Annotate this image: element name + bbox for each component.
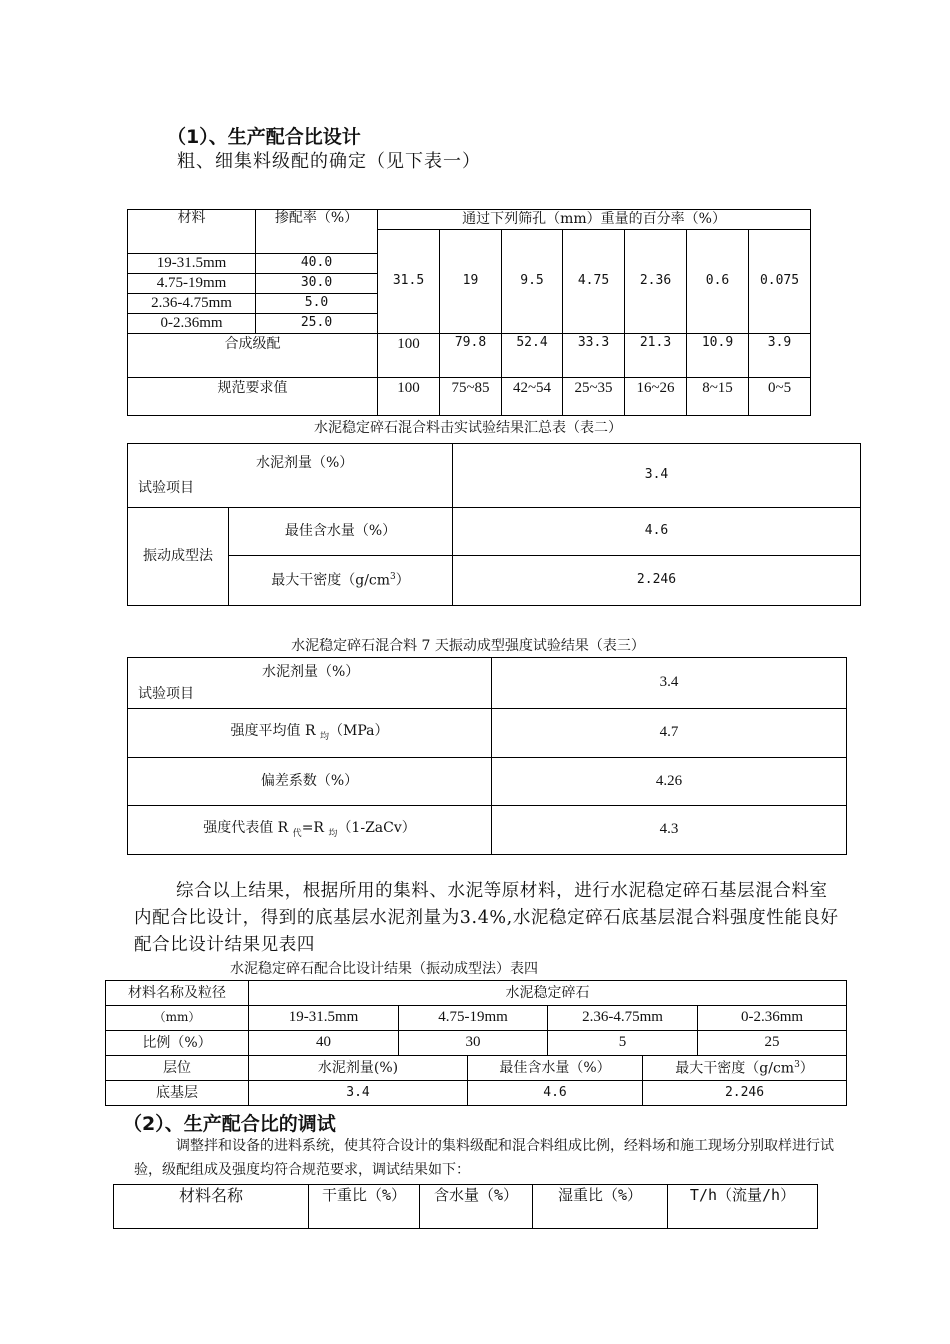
header-wet-weight: 湿重比（%） bbox=[533, 1185, 668, 1229]
gradation-table bbox=[127, 209, 811, 416]
header-flow: T/h（流量/h） bbox=[668, 1185, 818, 1229]
trial-table bbox=[113, 1184, 818, 1229]
header-dry-weight: 干重比（%） bbox=[309, 1185, 420, 1229]
sieve-size: 9.5 bbox=[502, 230, 563, 334]
group-header: 水泥稳定碎石 bbox=[249, 981, 847, 1006]
section2-title: （2）、生产配合比的调试 bbox=[123, 1113, 336, 1135]
ratio-value: 30 bbox=[399, 1031, 548, 1056]
spec-value: 75~85 bbox=[440, 378, 502, 416]
method-label: 振动成型法 bbox=[128, 508, 229, 606]
composite-value: 33.3 bbox=[563, 334, 625, 378]
material-ratio: 40.0 bbox=[256, 254, 378, 274]
table2-caption: 水泥稳定碎石混合料击实试验结果汇总表（表二） bbox=[314, 420, 622, 436]
mean-strength-label: 强度平均值 R $_均$（MPa） bbox=[128, 709, 492, 758]
optimum-moisture-label: 最佳含水量（%） bbox=[229, 508, 453, 556]
composite-value: 10.9 bbox=[687, 334, 749, 378]
ratio-label: 比例（%） bbox=[106, 1031, 249, 1056]
moisture-value: 4.6 bbox=[468, 1081, 643, 1106]
composite-value: 3.9 bbox=[749, 334, 811, 378]
section1-subtitle: 粗、细集料级配的确定（见下表一） bbox=[177, 151, 481, 172]
mix-design-table bbox=[105, 980, 847, 1106]
spec-value: 16~26 bbox=[625, 378, 687, 416]
spec-value: 8~15 bbox=[687, 378, 749, 416]
section2-paragraph: 调整拌和设备的进料系统，使其符合设计的集料级配和混合料组成比例，经料场和施工现场分别取样进行试验，级配组成及强度均符合规范要求，调试结果如下： bbox=[134, 1138, 834, 1178]
material-ratio: 5.0 bbox=[256, 294, 378, 314]
layer-value: 底基层 bbox=[106, 1081, 249, 1106]
strength-table bbox=[127, 657, 847, 855]
ratio-value: 5 bbox=[548, 1031, 698, 1056]
table4-caption: 水泥稳定碎石配合比设计结果（振动成型法）表四 bbox=[230, 961, 538, 977]
header-moisture: 含水量（%） bbox=[420, 1185, 533, 1229]
sieve-size: 0.6 bbox=[687, 230, 749, 334]
spec-value: 0~5 bbox=[749, 378, 811, 416]
cement-dosage-value: 3.4 bbox=[492, 658, 847, 709]
composite-value: 21.3 bbox=[625, 334, 687, 378]
sieve-size: 4.75 bbox=[563, 230, 625, 334]
spec-label: 规范要求值 bbox=[128, 378, 378, 416]
max-dry-density-label: 最大干密度$(g/cm^3)$ bbox=[229, 556, 453, 606]
material-name: 0-2.36mm bbox=[128, 314, 256, 334]
size-label: 4.75-19mm bbox=[399, 1006, 548, 1031]
material-ratio: 30.0 bbox=[256, 274, 378, 294]
material-name: 19-31.5mm bbox=[128, 254, 256, 274]
compaction-table bbox=[127, 443, 861, 606]
header-material: 材料 bbox=[128, 210, 256, 254]
density-header: 最大干密度$(g/cm^3)$ bbox=[643, 1056, 847, 1081]
spec-value: 42~54 bbox=[502, 378, 563, 416]
cement-header: 水泥剂量(%) bbox=[249, 1056, 468, 1081]
size-label: 2.36-4.75mm bbox=[548, 1006, 698, 1031]
material-name: 4.75-19mm bbox=[128, 274, 256, 294]
header-material-name: 材料名称 bbox=[114, 1185, 309, 1229]
spec-value: 100 bbox=[378, 378, 440, 416]
cement-dosage-label: 水泥剂量（%） bbox=[256, 455, 354, 472]
sieve-size: 0.075 bbox=[749, 230, 811, 334]
composite-value: 52.4 bbox=[502, 334, 563, 378]
max-dry-density-value: 2.246 bbox=[453, 556, 861, 606]
ratio-value: 40 bbox=[249, 1031, 399, 1056]
summary-paragraph: 综合以上结果，根据所用的集料、水泥等原材料，进行水泥稳定碎石基层混合料室内配合比设计，得到的底基层水泥剂量为3.4%,水泥稳定碎石底基层混合料强度性能良好配合比设计结果见表四 bbox=[134, 881, 839, 955]
table3-caption: 水泥稳定碎石混合料 7 天振动成型强度试验结果（表三） bbox=[291, 638, 645, 654]
size-label: 0-2.36mm bbox=[698, 1006, 847, 1031]
cement-value: 3.4 bbox=[249, 1081, 468, 1106]
mean-strength-value: 4.7 bbox=[492, 709, 847, 758]
unit-header: （mm） bbox=[106, 1006, 249, 1031]
density-value: 2.246 bbox=[643, 1081, 847, 1106]
sieve-size: 19 bbox=[440, 230, 502, 334]
test-item-label: 试验项目 bbox=[138, 479, 194, 496]
representative-strength-value: 4.3 bbox=[492, 806, 847, 855]
composite-value: 100 bbox=[378, 334, 440, 378]
material-name: 2.36-4.75mm bbox=[128, 294, 256, 314]
variation-coefficient-label: 偏差系数（%） bbox=[128, 758, 492, 806]
size-label: 19-31.5mm bbox=[249, 1006, 399, 1031]
header-passing: 通过下列筛孔（mm）重量的百分率（%） bbox=[378, 210, 811, 230]
layer-label: 层位 bbox=[106, 1056, 249, 1081]
spec-value: 25~35 bbox=[563, 378, 625, 416]
variation-coefficient-value: 4.26 bbox=[492, 758, 847, 806]
material-name-header: 材料名称及粒径 bbox=[106, 981, 249, 1006]
representative-strength-label: 强度代表值 R $_代$=R $_均$（1-ZaCv） bbox=[128, 806, 492, 855]
ratio-value: 25 bbox=[698, 1031, 847, 1056]
cement-dosage-label: 水泥剂量（%） bbox=[262, 663, 360, 680]
material-ratio: 25.0 bbox=[256, 314, 378, 334]
cement-dosage-value: 3.4 bbox=[453, 444, 861, 508]
test-item-label: 试验项目 bbox=[138, 686, 194, 702]
sieve-size: 31.5 bbox=[378, 230, 440, 334]
optimum-moisture-value: 4.6 bbox=[453, 508, 861, 556]
moisture-header: 最佳含水量（%） bbox=[468, 1056, 643, 1081]
composite-label: 合成级配 bbox=[128, 334, 378, 378]
composite-value: 79.8 bbox=[440, 334, 502, 378]
section1-title: （1）、生产配合比设计 bbox=[167, 126, 361, 148]
sieve-size: 2.36 bbox=[625, 230, 687, 334]
header-ratio: 掺配率（%） bbox=[256, 210, 378, 254]
